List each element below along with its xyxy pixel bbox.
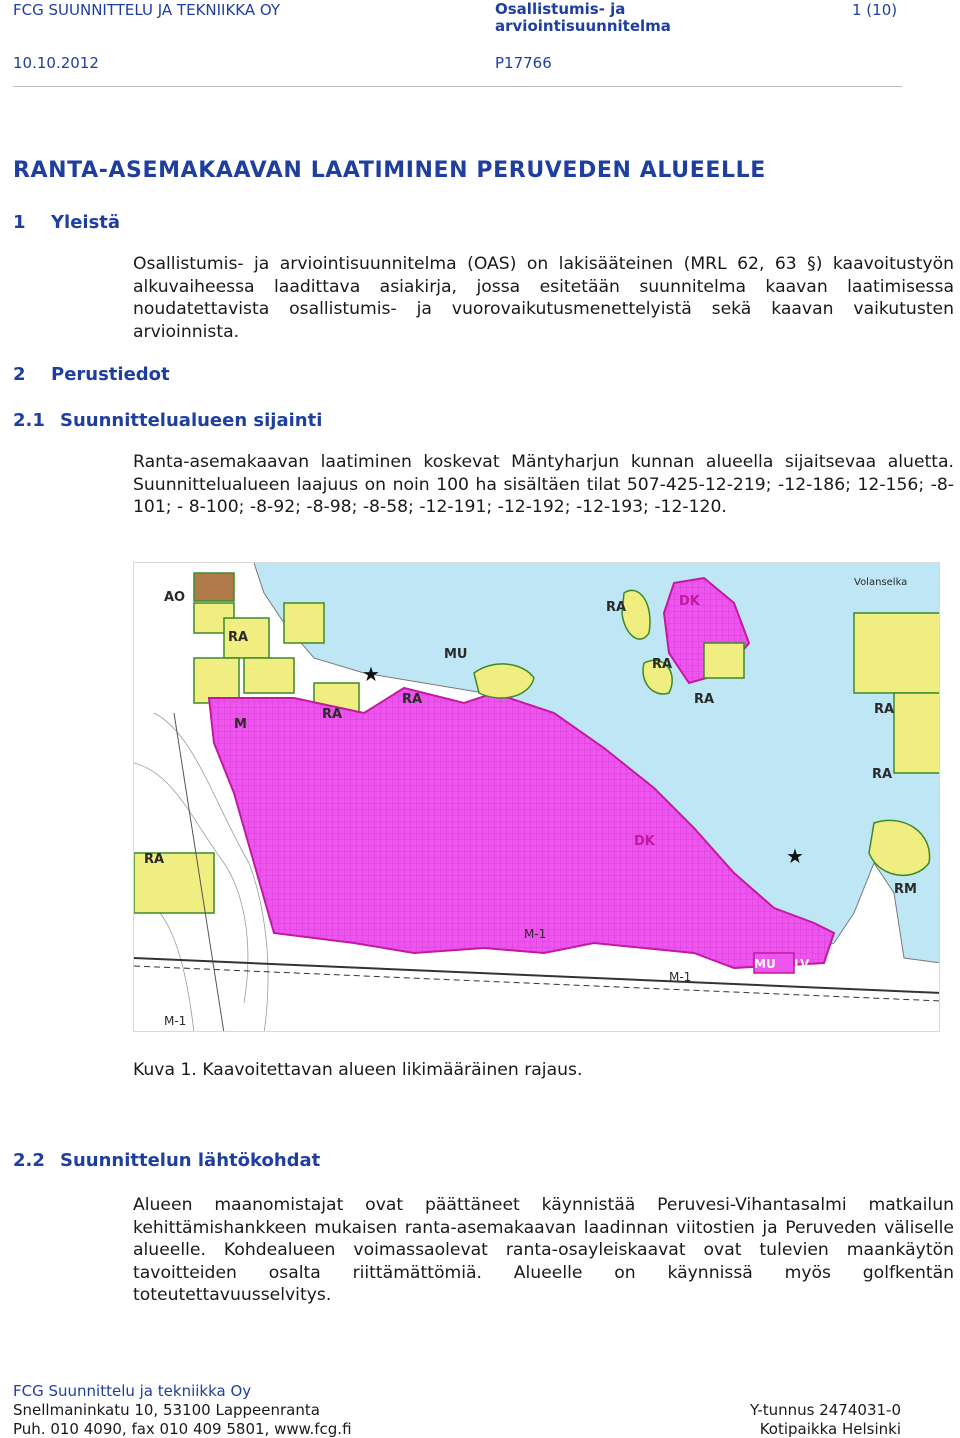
footer-contact: Puh. 010 4090, fax 010 409 5801, www.fcg.fi: [13, 1420, 352, 1438]
star-marker: ★: [362, 662, 380, 686]
map-label: MU: [754, 957, 776, 971]
map-label: RA: [402, 692, 423, 707]
map-label: DK: [679, 594, 700, 609]
map-label: RA: [652, 657, 673, 672]
header-divider: [13, 86, 902, 87]
star-marker: ★: [786, 844, 804, 868]
map-label: AO: [164, 590, 186, 605]
map-label: MU: [444, 647, 468, 662]
header-document-title: Osallistumis- ja arviointisuunnitelma: [495, 0, 671, 35]
section-1-heading: [13, 212, 120, 233]
section-title: Suunnittelun lähtökohdat: [60, 1150, 321, 1171]
paragraph-starting-points: Alueen maanomistajat ovat päättäneet käynnistää Peruvesi-Vihantasalmi matkailun kehittämishankkeen mukaisen ranta-asemakaavan laadinnan viitostien ja Peruveden väliselle alueelle. Kohdealueen voimassaolevat ranta-osayleiskaavat ovat tulevien maankäytön tavoitteiden osalta riittämättömiä. Alueelle on käynnissä myös golfkentän toteutettavuusselvitys.: [133, 1195, 954, 1305]
map-label: LV: [794, 957, 810, 971]
header-date: 10.10.2012: [13, 54, 99, 72]
footer-domicile: Kotipaikka Helsinki: [759, 1420, 901, 1438]
map-label: RA: [872, 767, 893, 782]
map-label: M-1: [669, 970, 692, 984]
paragraph-general: Osallistumis- ja arviointisuunnitelma (OAS) on lakisääteinen (MRL 62, 63 §) kaavoitustyön alkuvaiheessa laadittava asiakirja, jossa esitetään suunnitelma kaavan laatimisessa noudatettavista osallistumis- ja vuorovaikutusmenettelyistä sekä kaavan vaikutusten arvioinnista.: [133, 254, 954, 342]
section-number: 1: [13, 212, 26, 233]
section-2-1-heading: [13, 410, 322, 431]
planning-area-map: [133, 562, 940, 1032]
map-label: RA: [874, 702, 895, 717]
header-project-number: P17766: [495, 54, 552, 72]
section-number: 2.1: [13, 410, 45, 431]
document-title: RANTA-ASEMAKAAVAN LAATIMINEN PERUVEDEN ALUEELLE: [13, 158, 766, 183]
section-2-heading: [13, 364, 170, 385]
section-title: Suunnittelualueen sijainti: [60, 410, 323, 431]
map-label: M-1: [524, 927, 547, 941]
header-company: FCG SUUNNITTELU JA TEKNIIKKA OY: [13, 1, 281, 19]
footer-address: Snellmaninkatu 10, 53100 Lappeenranta: [13, 1401, 320, 1419]
map-label: P: [839, 970, 848, 984]
map-graphic: [134, 563, 940, 1032]
section-title: Yleistä: [51, 212, 121, 233]
map-label: M-1: [164, 1014, 187, 1028]
map-label: RA: [228, 630, 249, 645]
section-number: 2.2: [13, 1150, 45, 1171]
footer-company: FCG Suunnittelu ja tekniikka Oy: [13, 1382, 252, 1400]
map-label: RA: [606, 600, 627, 615]
map-label: DK: [634, 834, 655, 849]
map-label: RM: [894, 882, 917, 897]
map-label: RA: [694, 692, 715, 707]
map-label: Volanselka: [854, 577, 908, 588]
header-page-number: 1 (10): [852, 1, 898, 19]
footer-business-id: Y-tunnus 2474031-0: [749, 1401, 901, 1419]
section-title: Perustiedot: [51, 364, 170, 385]
map-label: RA: [144, 852, 165, 867]
section-number: 2: [13, 364, 26, 385]
section-2-2-heading: [13, 1150, 320, 1171]
map-label: RA: [322, 707, 343, 722]
paragraph-location: Ranta-asemakaavan laatiminen koskevat Mäntyharjun kunnan alueella sijaitsevaa aluetta. Suunnittelualueen laajuus on noin 100 ha sisältäen tilat 507-425-12-219; -12-186; 12-156; -8-101; - 8-100; -8-92; -8-98; -8-58; -12-191; -12-192; -12-193; -12-120.: [133, 452, 954, 517]
figure-caption: Kuva 1. Kaavoitettavan alueen likimääräinen rajaus.: [133, 1060, 583, 1080]
map-label: M: [234, 717, 247, 732]
